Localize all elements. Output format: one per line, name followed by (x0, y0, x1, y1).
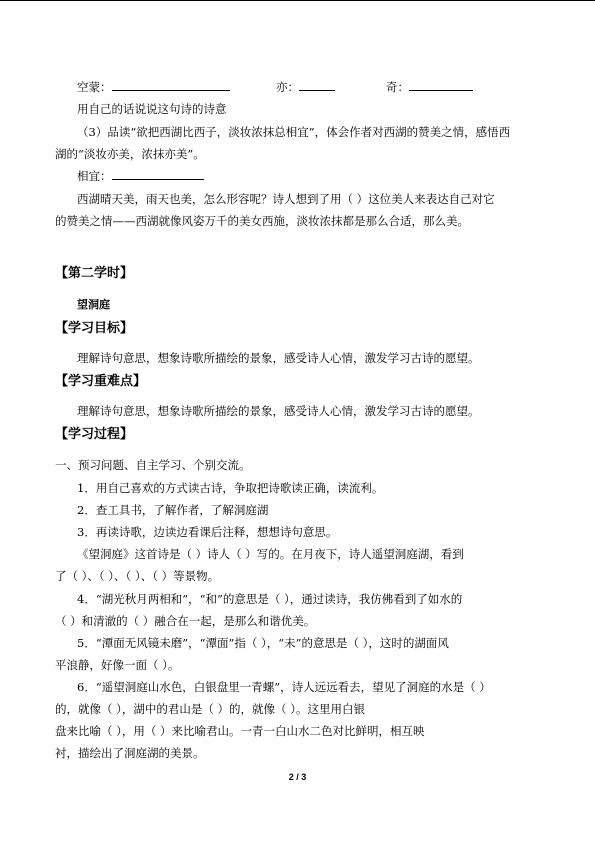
kongmeng-blank[interactable] (112, 79, 230, 91)
item-6-line-1: 6．“遥望洞庭山水色，白银盘里一青螺”，诗人远远看去，望见了洞庭的水是（ ） (77, 680, 491, 694)
page-number: 2 / 3 (288, 772, 307, 782)
item-6-line-2: 的，就像（ ），湖中的君山是（ ）的，就像（ ）。这里用白银 (55, 702, 365, 716)
key-points-heading: 【学习重难点】 (55, 374, 147, 389)
item-5-line-1: 5．“潭面无风镜未磨”，“潭面”指（ ），“未”的意思是（ ），这时的湖面风 (77, 636, 449, 650)
word-qi (386, 79, 473, 95)
item-3: 3．再读诗歌，边读边看课后注释，想想诗句意思。 (77, 525, 338, 539)
item-4-line-1: 4．“湖光秋月两相和”，“和”的意思是（ ），通过读诗，我仿佛看到了如水的 (77, 592, 463, 606)
yi-blank[interactable] (299, 79, 335, 91)
item-2: 2．查工具书，了解作者，了解洞庭湖 (77, 503, 269, 517)
qi-blank[interactable] (409, 79, 473, 91)
praise-line-2: 的赞美之情——西湖就像风姿万千的美女西施，淡妆浓抹都是那么合适，那么美。 (55, 214, 469, 228)
step-one: 一、预习问题、自主学习、个别交流。 (55, 458, 251, 472)
item-5-line-2: 平浪静，好像一面（ ）。 (55, 658, 180, 672)
word-qi-label: 奇： (386, 80, 409, 94)
paraphrase-prompt: 用自己的话说说这句诗的诗意 (77, 102, 227, 116)
item-4-line-2: （ ）和清澈的（ ）融合在一起，是那么和谐优美。 (55, 614, 316, 628)
top-rule (0, 0, 595, 1)
word-yi-label: 亦： (276, 80, 299, 94)
word-yi (276, 79, 335, 95)
word-kongmeng (77, 79, 230, 95)
fill-line-2: 了（ ）、（ ）、（ ）、（ ）等景物。 (55, 569, 220, 583)
goals-heading: 【学习目标】 (55, 321, 134, 336)
goals-text: 理解诗句意思，想象诗歌所描绘的景象，感受诗人心情，激发学习古诗的愿望。 (77, 351, 480, 365)
q3-line-2: 湖的“淡妆亦美，浓抹亦美”。 (55, 147, 205, 161)
q3-line-1: （3）品读“欲把西湖比西子，淡妆浓抹总相宜”，体会作者对西湖的赞美之情，感悟西 (77, 125, 511, 139)
key-points-text: 理解诗句意思，想象诗歌所描绘的景象，感受诗人心情，激发学习古诗的愿望。 (77, 404, 480, 418)
poem-title: 望洞庭 (77, 298, 110, 311)
lesson-two-heading: 【第二学时】 (55, 266, 134, 281)
item-6-line-3: 盘来比喻（ ），用（ ）来比喻君山。一青一白山水二色对比鲜明，相互映 (55, 724, 425, 738)
word-xiangyi-label: 相宜： (77, 169, 112, 183)
process-heading: 【学习过程】 (55, 427, 134, 442)
word-kongmeng-label: 空蒙： (77, 80, 112, 94)
xiangyi-blank[interactable] (112, 168, 204, 180)
fill-line-1: 《望洞庭》这首诗是（ ）诗人（ ）写的。在月夜下，诗人遥望洞庭湖，看到 (77, 547, 464, 561)
item-1: 1．用自己喜欢的方式读古诗，争取把诗歌读正确，读流利。 (77, 481, 384, 495)
word-xiangyi (77, 168, 204, 184)
praise-line-1: 西湖晴天美，雨天也美，怎么形容呢？诗人想到了用（ ）这位美人来表达自己对它 (77, 192, 495, 206)
item-6-line-4: 衬，描绘出了洞庭湖的美景。 (55, 746, 205, 760)
